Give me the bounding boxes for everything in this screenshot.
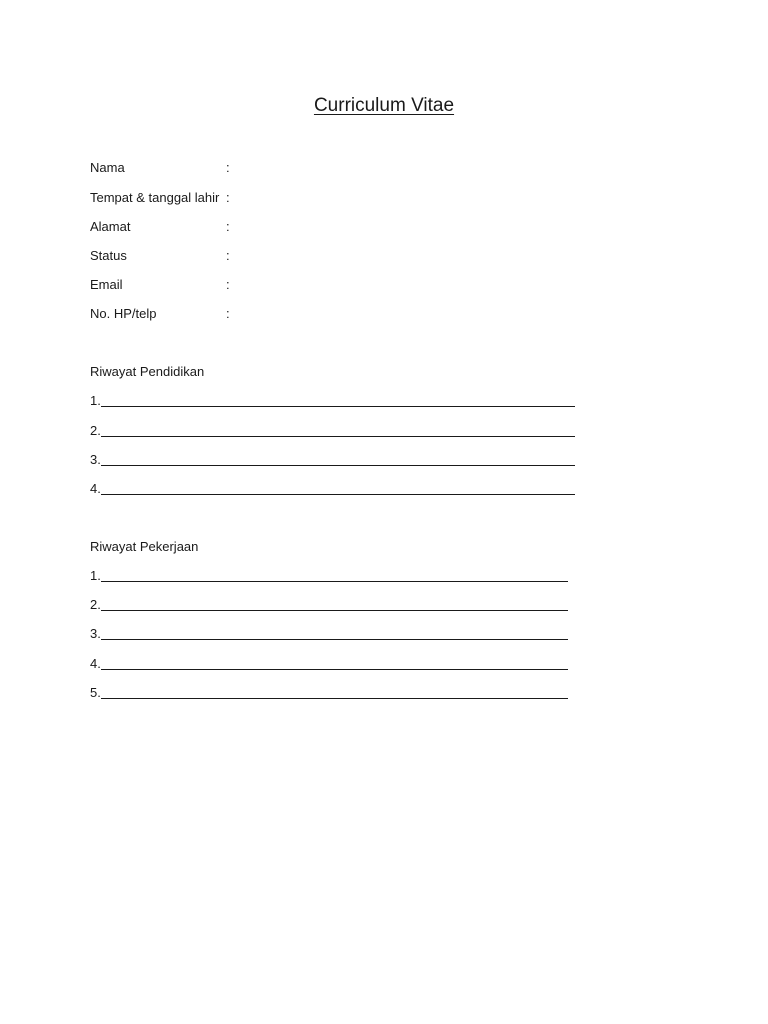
education-line-number: 4. [90,481,101,496]
work-line-number: 2. [90,597,101,612]
work-blank-line [101,610,568,611]
work-blank-line [101,639,568,640]
education-blank-line [101,465,575,466]
document-title-text: Curriculum Vitae [313,95,455,116]
work-blank-line [101,581,568,582]
education-line-number: 2. [90,423,101,438]
document-title [0,93,768,119]
education-line-number: 1. [90,393,101,408]
field-label-status: Status [90,248,127,263]
work-line-number: 1. [90,568,101,583]
work-line-number: 4. [90,656,101,671]
field-label-alamat: Alamat [90,219,131,234]
education-blank-line [101,406,575,407]
field-separator: : [226,190,230,205]
work-blank-line [101,669,568,670]
field-label-nama: Nama [90,160,125,175]
work-heading: Riwayat Pekerjaan [90,539,199,554]
field-separator: : [226,277,230,292]
work-blank-line [101,698,568,699]
education-line-number: 3. [90,452,101,467]
field-separator: : [226,160,230,175]
education-blank-line [101,436,575,437]
work-line-number: 5. [90,685,101,700]
field-separator: : [226,219,230,234]
education-heading: Riwayat Pendidikan [90,364,205,379]
field-separator: : [226,306,230,321]
field-label-no-hp-telp: No. HP/telp [90,306,157,321]
field-label-email: Email [90,277,123,292]
field-label-tempat-tanggal-lahir: Tempat & tanggal lahir [90,190,220,205]
field-separator: : [226,248,230,263]
work-line-number: 3. [90,626,101,641]
education-blank-line [101,494,575,495]
